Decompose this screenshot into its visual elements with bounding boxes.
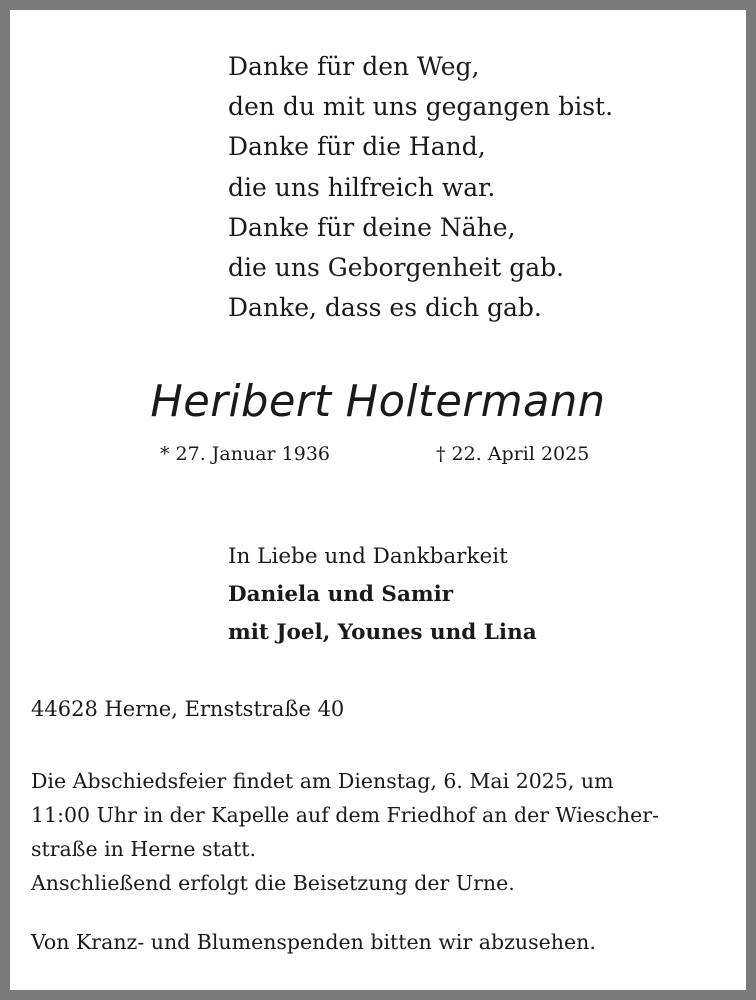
poem-line: Danke, dass es dich gab. [228,293,542,323]
poem-line: die uns hilfreich war. [228,172,496,202]
mourners-children: mit Joel, Younes und Lina [228,620,537,645]
address: 44628 Herne, Ernststraße 40 [31,697,345,721]
ceremony-line: Die Abschiedsfeier findet am Dienstag, 6. Mai 2025, um [31,769,614,793]
death-date: † 22. April 2025 [436,443,590,465]
mourners-names: Daniela und Samir [228,582,454,607]
poem-line: Danke für deine Nähe, [228,212,516,242]
poem-line: Danke für den Weg, [228,52,480,81]
poem-line: die uns Geborgenheit gab. [228,253,565,283]
poem-line: Danke für die Hand, [228,132,486,162]
mourners-block [228,538,537,652]
burial-notice: Anschließend erfolgt die Beisetzung der Urne. [31,871,515,895]
poem-line: den du mit uns gegangen bist. [228,92,614,122]
flowers-note: Von Kranz- und Blumenspenden bitten wir abzusehen. [31,930,596,954]
birth-date: * 27. Januar 1936 [160,443,331,465]
deceased-name: Heribert Holtermann [150,376,606,427]
mourners-intro: In Liebe und Dankbarkeit [228,544,508,569]
ceremony-line: straße in Herne statt. [31,837,257,861]
ceremony-line: 11:00 Uhr in der Kapelle auf dem Friedhof an der Wiescher- [31,803,659,827]
poem [228,47,613,328]
ceremony-notice [31,764,727,900]
